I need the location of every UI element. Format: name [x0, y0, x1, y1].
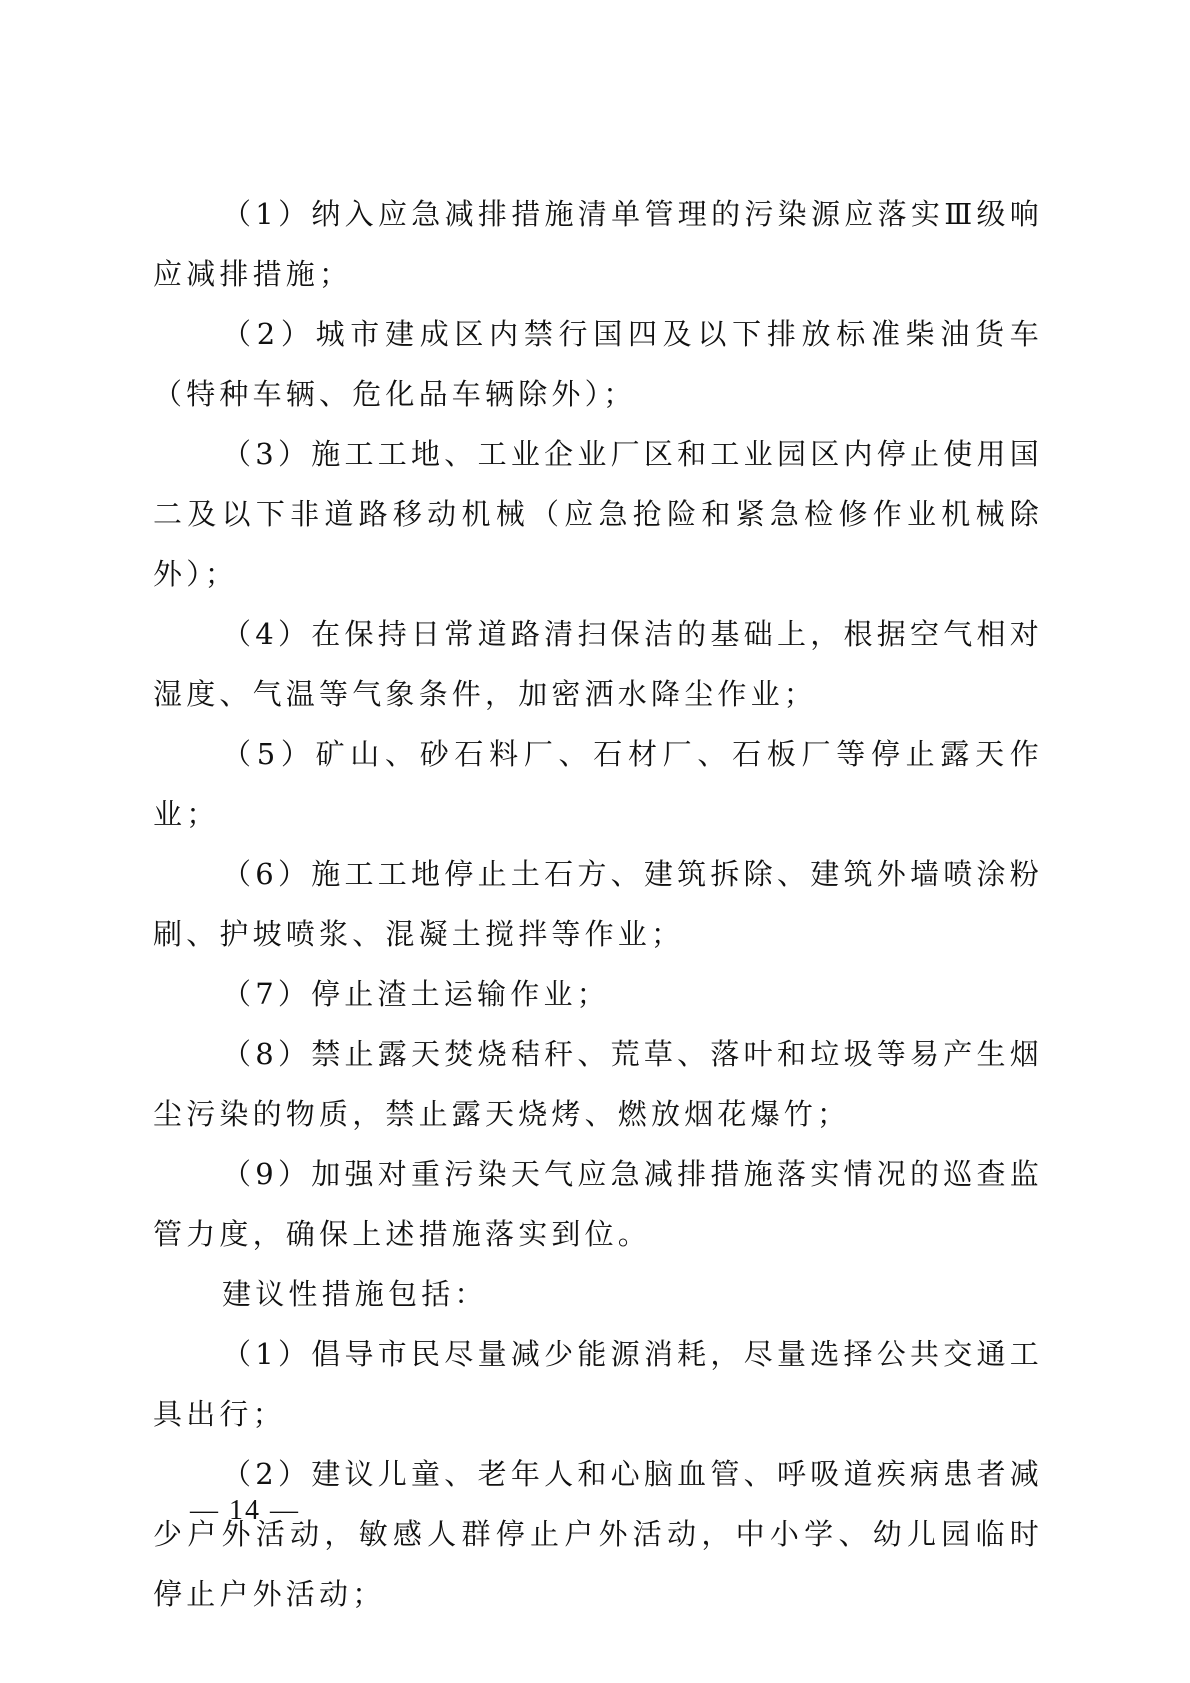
- section-heading-advisory: 建议性措施包括：: [222, 1277, 488, 1311]
- paragraph-mandatory-6: （6）施工工地停止土石方、建筑拆除、建筑外墙喷涂粉刷、护坡喷浆、混凝土搅拌等作业；: [153, 857, 1043, 951]
- paragraph-mandatory-1: （1）纳入应急减排措施清单管理的污染源应落实Ⅲ级响应减排措施；: [153, 197, 1043, 291]
- paragraph-advisory-2: （2）建议儿童、老年人和心脑血管、呼吸道疾病患者减少户外活动，敏感人群停止户外活动，中小学、幼儿园临时停止户外活动；: [153, 1457, 1043, 1611]
- paragraph-mandatory-2: （2）城市建成区内禁行国四及以下排放标准柴油货车（特种车辆、危化品车辆除外）；: [153, 317, 1043, 411]
- paragraph-mandatory-4: （4）在保持日常道路清扫保洁的基础上，根据空气相对湿度、气温等气象条件，加密洒水降尘作业；: [153, 617, 1043, 711]
- paragraph-mandatory-5: （5）矿山、砂石料厂、石材厂、石板厂等停止露天作业；: [153, 737, 1043, 831]
- page-number: — 14 —: [190, 1495, 300, 1526]
- paragraph-mandatory-7: （7）停止渣土运输作业；: [222, 977, 610, 1011]
- paragraph-advisory-1: （1）倡导市民尽量减少能源消耗，尽量选择公共交通工具出行；: [153, 1337, 1043, 1431]
- paragraph-mandatory-3: （3）施工工地、工业企业厂区和工业园区内停止使用国二及以下非道路移动机械（应急抢险和紧急检修作业机械除外）；: [153, 437, 1043, 591]
- paragraph-mandatory-8: （8）禁止露天焚烧秸秆、荒草、落叶和垃圾等易产生烟尘污染的物质，禁止露天烧烤、燃放烟花爆竹；: [153, 1037, 1043, 1131]
- document-body: [153, 184, 1043, 1624]
- paragraph-mandatory-9: （9）加强对重污染天气应急减排措施落实情况的巡查监管力度，确保上述措施落实到位。: [153, 1157, 1043, 1251]
